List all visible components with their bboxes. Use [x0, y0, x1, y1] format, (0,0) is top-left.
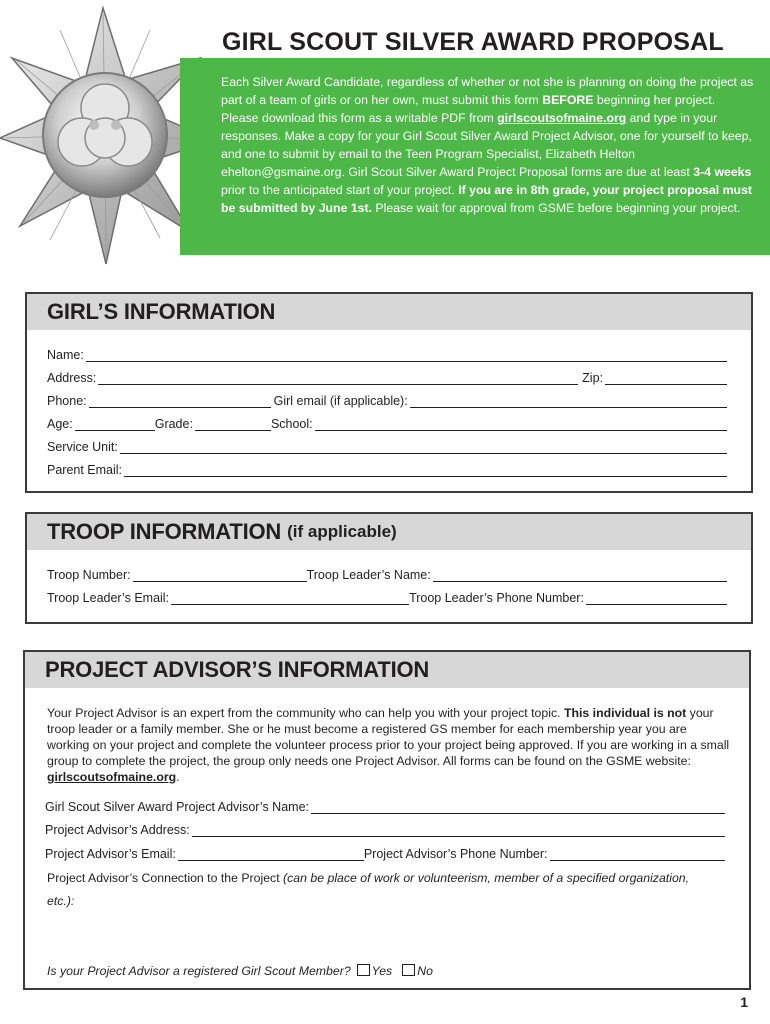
intro-text: Each Silver Award Candidate, regardless of whether or not she is planning on doing the project as part of a team of girls or on her own, must submit this form BEFORE beginning her project. Please download this form as a writable PDF from girlscoutsofmaine.org and type in your responses. Make a copy for your Girl Scout Silver Award Project Advisor, one for yourself to keep, and one to submit by email to the Teen Program Specialist, Elizabeth Helton ehelton@gsmaine.org. Girl Scout Silver Award Project Proposal forms are due at least 3-4 weeks prior to the anticipated start of your project. If you are in 8th grade, your project proposal must be submitted by June 1st. Please wait for approval from GSME before beginning your project. — [221, 75, 754, 215]
advisor-name-label: Girl Scout Silver Award Project Advisor’s Name: — [45, 800, 309, 814]
girls-information-section — [25, 292, 753, 493]
address-field[interactable] — [98, 373, 578, 385]
no-label: No — [417, 964, 433, 978]
advisor-connection-prompt: Project Advisor’s Connection to the Project (can be place of work or volunteerism, member of a specified organization, etc.): — [47, 871, 690, 908]
advisor-information-header — [25, 652, 749, 688]
website-link[interactable]: girlscoutsofmaine.org — [497, 111, 627, 125]
advisor-phone-field[interactable] — [550, 849, 726, 861]
name-label: Name: — [47, 348, 84, 362]
zip-label: Zip: — [582, 371, 603, 385]
yes-checkbox[interactable] — [357, 964, 370, 976]
page-title: GIRL SCOUT SILVER AWARD PROPOSAL — [222, 28, 724, 56]
zip-field[interactable] — [605, 373, 727, 385]
service-unit-label: Service Unit: — [47, 440, 118, 454]
parent-email-field[interactable] — [124, 465, 727, 477]
leader-phone-field[interactable] — [586, 593, 727, 605]
advisor-email-label: Project Advisor’s Email: — [45, 847, 176, 861]
age-label: Age: — [47, 417, 73, 431]
age-row — [47, 415, 727, 431]
registered-question: Is your Project Advisor a registered Girl Scout Member? — [47, 964, 351, 978]
school-field[interactable] — [315, 419, 727, 431]
no-checkbox[interactable] — [402, 964, 415, 976]
leader-email-label: Troop Leader’s Email: — [47, 591, 170, 605]
parent-email-label: Parent Email: — [47, 463, 123, 477]
troop-number-row — [47, 566, 727, 582]
troop-number-label: Troop Number: — [47, 568, 131, 582]
advisor-name-row — [45, 798, 725, 814]
advisor-address-field[interactable] — [192, 825, 725, 837]
girls-information-header — [27, 294, 751, 330]
advisor-description: Your Project Advisor is an expert from the community who can help you with your project topic. This individual is not your troop leader or a family member. She or he must become a registered GS member for each membership year you are working on your project and complete the volunteer process prior to your project being approved. If you are working in a small group to complete the project, the group only needs one Project Advisor. All forms can be found on the GSME website: girlscoutsofmaine.org. — [47, 706, 730, 784]
phone-field[interactable] — [89, 396, 271, 408]
advisor-address-row — [45, 821, 725, 837]
phone-row — [47, 392, 727, 408]
advisor-name-field[interactable] — [311, 802, 725, 814]
section-title: TROOP INFORMATION — [47, 519, 282, 544]
service-unit-field[interactable] — [120, 442, 727, 454]
name-row — [47, 346, 727, 362]
troop-number-field[interactable] — [133, 570, 307, 582]
school-label: School: — [270, 417, 313, 431]
advisor-connection-field[interactable] — [47, 914, 727, 954]
advisor-email-row — [45, 845, 725, 861]
name-field[interactable] — [86, 350, 727, 362]
leader-name-field[interactable] — [433, 570, 727, 582]
address-label: Address: — [47, 371, 97, 385]
grade-label: Grade: — [154, 417, 193, 431]
troop-leader-email-row — [47, 589, 727, 605]
leader-name-label: Troop Leader’s Name: — [306, 568, 431, 582]
phone-label: Phone: — [47, 394, 87, 408]
parent-email-row — [47, 461, 727, 477]
registered-member-row — [47, 963, 732, 979]
address-row — [47, 369, 727, 385]
leader-email-field[interactable] — [171, 593, 409, 605]
troop-information-section — [25, 512, 753, 624]
advisor-email-field[interactable] — [178, 849, 364, 861]
advisor-address-label: Project Advisor’s Address: — [45, 823, 190, 837]
girl-email-field[interactable] — [410, 396, 727, 408]
section-title: GIRL’S INFORMATION — [47, 299, 276, 324]
leader-phone-label: Troop Leader’s Phone Number: — [409, 591, 584, 605]
grade-field[interactable] — [195, 419, 271, 431]
service-unit-row — [47, 438, 727, 454]
age-field[interactable] — [75, 419, 155, 431]
section-subtitle: (if applicable) — [287, 522, 397, 541]
girl-email-label: Girl email (if applicable): — [273, 394, 408, 408]
yes-label: Yes — [371, 964, 393, 978]
page-number: 1 — [740, 994, 748, 1010]
advisor-information-section — [23, 650, 751, 990]
section-title: PROJECT ADVISOR’S INFORMATION — [45, 657, 430, 682]
website-link[interactable]: girlscoutsofmaine.org — [47, 770, 177, 784]
troop-information-header — [27, 514, 751, 550]
advisor-phone-label: Project Advisor’s Phone Number: — [363, 847, 548, 861]
